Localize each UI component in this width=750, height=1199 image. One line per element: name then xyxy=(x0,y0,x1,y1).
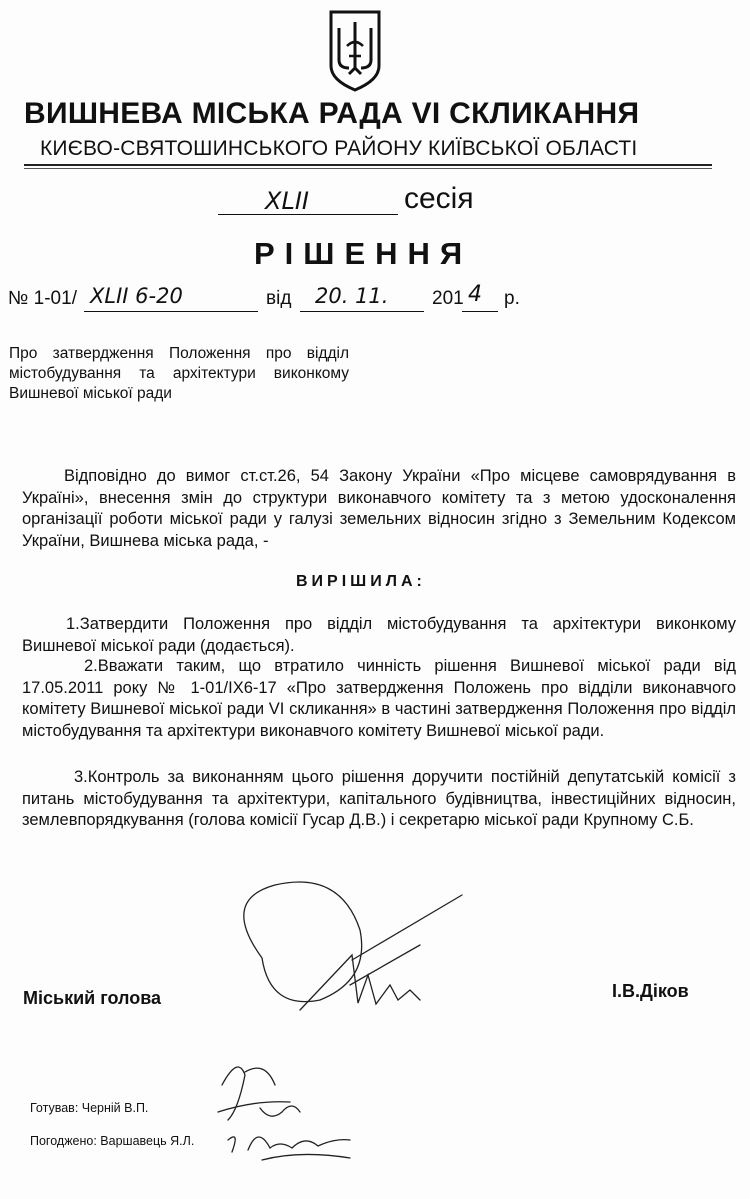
signatory-name: І.В.Діков xyxy=(612,981,689,1001)
resolved-heading: ВИРІШИЛА: xyxy=(296,573,426,590)
decision-number-line xyxy=(84,311,258,312)
decision-date-line xyxy=(300,311,424,312)
session-word: сесія xyxy=(404,182,474,215)
decision-date: 20. 11. xyxy=(315,284,389,308)
year-digit: 4 xyxy=(468,282,482,307)
council-title: ВИШНЕВА МІСЬКА РАДА VI СКЛИКАННЯ xyxy=(24,97,640,130)
mayor-signature-stroke xyxy=(300,955,420,1010)
signatory-title: Міський голова xyxy=(23,988,162,1008)
decision-prefix: № 1-01/ xyxy=(8,288,77,309)
date-label: від xyxy=(266,288,292,309)
session-number: XLII xyxy=(265,187,309,215)
trident-coat-of-arms-icon xyxy=(325,8,385,92)
decision-subject: Про затвердження Положення про відділ містобудування та архітектури виконкому Вишневої міської ради xyxy=(9,345,349,402)
resolution-point-3: 3.Контроль за виконанням цього рішення доручити постійній депутатській комісії з питань містобудування та архітектури, капітального будівництва, інвестиційних відносин, землевпорядкування (голова комісії Гусар Д.В.) і секретарю міської ради Крупному С.Б. xyxy=(22,768,736,829)
year-prefix: 201 xyxy=(432,288,464,309)
resolution-point-2: 2.Вважати таким, що втратило чинність рішення Вишневої міської ради від 17.05.2011 року № 1-01/IX6-17 «Про затвердження Положень про відділи виконавчого комітету Вишневої міської ради VI скликання» в частині затвердження Положення про відділ містобудування та архітектури виконавчого комітету Вишневої міської ради. xyxy=(22,657,736,740)
year-digit-line xyxy=(462,311,498,312)
region-subtitle: КИЄВО-СВЯТОШИНСЬКОГО РАЙОНУ КИЇВСЬКОЇ ОБЛАСТІ xyxy=(40,137,638,160)
prepared-by: Готував: Черній В.П. xyxy=(30,1101,149,1115)
decision-number: XLII 6-20 xyxy=(90,284,183,308)
mayor-signature-loop xyxy=(244,882,362,1002)
resolution-point-1: 1.Затвердити Положення про відділ містобудування та архітектури виконкому Вишневої міської ради (додається). xyxy=(22,615,736,655)
year-suffix: р. xyxy=(504,288,520,309)
agreed-signature xyxy=(228,1137,350,1160)
prepared-signature xyxy=(218,1067,300,1120)
agreed-by: Погоджено: Варшавець Я.Л. xyxy=(30,1134,195,1148)
preamble-paragraph: Відповідно до вимог ст.ст.26, 54 Закону України «Про місцеве самоврядування в Україні», внесення змін до структури виконавчого комітету та з метою удосконалення організації роботи міської ради у галузі земельних відносин згідно з Земельним Кодексом України, Вишнева міська рада, - xyxy=(22,467,736,550)
header-rule xyxy=(24,164,712,166)
header-rule-thin xyxy=(24,168,712,169)
document-type: РІШЕННЯ xyxy=(254,236,473,271)
mayor-signature-line xyxy=(352,895,462,960)
